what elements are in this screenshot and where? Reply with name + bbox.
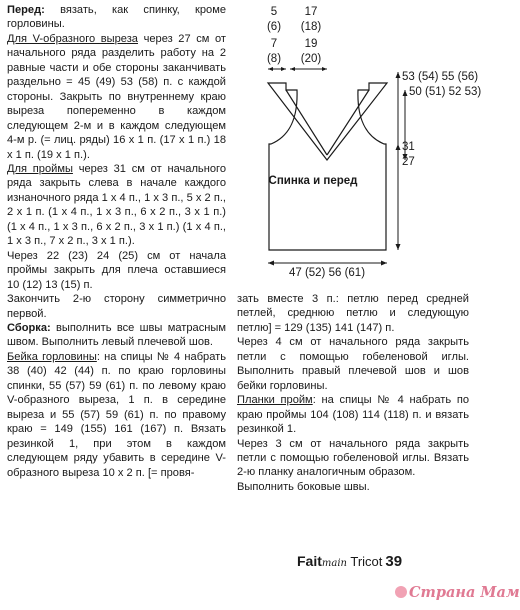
magazine-brand-main: main (321, 558, 347, 569)
page-number: 39 (385, 553, 403, 570)
neckband-heading: Бейка горловины (7, 350, 97, 363)
dim-top-value-4: (18) (300, 21, 322, 33)
dim-top-value-2: 17 (304, 6, 318, 18)
dim-right-value-1: 53 (54) 55 (56) (402, 71, 479, 83)
dim-top-value-8: (20) (300, 53, 322, 65)
dim-top-value-7: (8) (266, 53, 282, 65)
armbands-body: : на спицы № 4 набрать по краю проймы 104 (108) 114 (118) п. и вязать резинкой 1. (237, 394, 470, 436)
close-paragraph: Через 4 см от начального ряда закрыть петли с помощью гобеленовой иглы. Выполнить правый плечевой шов и шов бейки горловины. (237, 336, 469, 392)
left-text-column (7, 3, 226, 480)
dim-bottom-value: 47 (52) 56 (61) (288, 267, 366, 279)
right-text-column (237, 292, 469, 494)
site-watermark (395, 584, 520, 601)
seams-paragraph: Выполнить боковые швы. (237, 480, 370, 493)
dim-right-value-2: 50 (51) 52 53) (409, 86, 482, 98)
dim-top-value-1: 5 (270, 6, 278, 18)
dim-right-value-4: 27 (402, 156, 415, 168)
neckband-paragraph (7, 350, 226, 480)
dim-top-value-3: (6) (266, 21, 282, 33)
magazine-footer (297, 553, 402, 570)
armhole-heading: Для проймы (7, 162, 73, 175)
vneck-paragraph (7, 32, 226, 162)
watermark-text: Страна Мам (409, 584, 520, 601)
armbands-close-paragraph: Через 3 см от начального ряда закрыть петли с помощью гобеленовой иглы. Вязать 2-ю планку аналогичным образом. (237, 437, 469, 479)
vneck-heading: Для V-образного выреза (7, 32, 138, 45)
armbands-paragraph (237, 393, 469, 436)
armbands-heading: Планки пройм (237, 394, 313, 407)
diagram-label: Спинка и перед (268, 175, 358, 187)
magazine-name: Tricot (350, 554, 383, 569)
front-body: вязать, как спинку, кроме горловины. (7, 4, 226, 31)
dim-top-value-5: 7 (270, 38, 278, 50)
assembly-body: выполнить все швы матрасным швом. Выполнить левый плечевой шов. (7, 321, 226, 349)
armhole-body: через 31 см от начального ряда закрыть слева в начале каждого изнаночного ряда 1 x 4 п., 1 x 3 п., 5 x 2 п., 2 x 1 п. (1 x 4 п., 1 x 3 п., 6 x 2 п., 3 x 1 п.) (1 x 4 п., 1 x 3 п., 6 x 2 п., 3 x 1 п.) (1 x 4 п., 1 x 3 п., 7 x 2 п., 3 x 1 п.). (7, 162, 226, 248)
armhole-paragraph (7, 162, 226, 249)
dim-top-value-6: 19 (304, 38, 318, 50)
finish-paragraph: Закончить 2-ю сторону симметрично первой. (7, 293, 226, 320)
dim-right-value-3: 31 (402, 141, 415, 153)
vneck-body: через 27 см от начального ряда разделить работу на 2 равные части и обе стороны заканчивать раздельно = 45 (49) 53 (58) п. с каждой стороны. Закрыть по внутреннему краю выреза попеременно в каждом следующем 2-м и в каждом следующем 4-м р. (= лиц. ряды) 16 x 1 п. (17 x 1 п.) 18 x 1 п. (19 x 1 п.). (7, 32, 227, 161)
schematic-diagram (228, 0, 496, 290)
assembly-heading: Сборка: (7, 321, 51, 334)
watermark-logo-icon (395, 586, 407, 598)
front-paragraph (7, 3, 226, 32)
shoulder-paragraph: Через 22 (23) 24 (25) см от начала проймы закрыть для плеча оставшиеся 10 (12) 13 (15) п. (7, 249, 226, 291)
neckband-body: : на спицы № 4 набрать 38 (40) 42 (44) п. по краю горловины спинки, 55 (57) 59 (61) п. по левому краю V-образного выреза, 1 п. в середине выреза и 55 (57) 59 (61) п. по правому краю = 149 (155) 161 (167) п. Вязать резинкой 1, при этом в каждом следующем ряду убавить в середине V-образного выреза 10 x 2 п. [= провя- (7, 350, 227, 479)
continuation-paragraph: зать вместе 3 п.: петлю перед средней петлей, среднюю петлю и следующую петлю] = 129 (135) 141 (147) п. (237, 293, 469, 334)
assembly-paragraph (7, 321, 226, 350)
garment-outline (268, 83, 387, 250)
magazine-brand: Fait (297, 553, 322, 569)
front-heading: Перед: (7, 4, 45, 16)
